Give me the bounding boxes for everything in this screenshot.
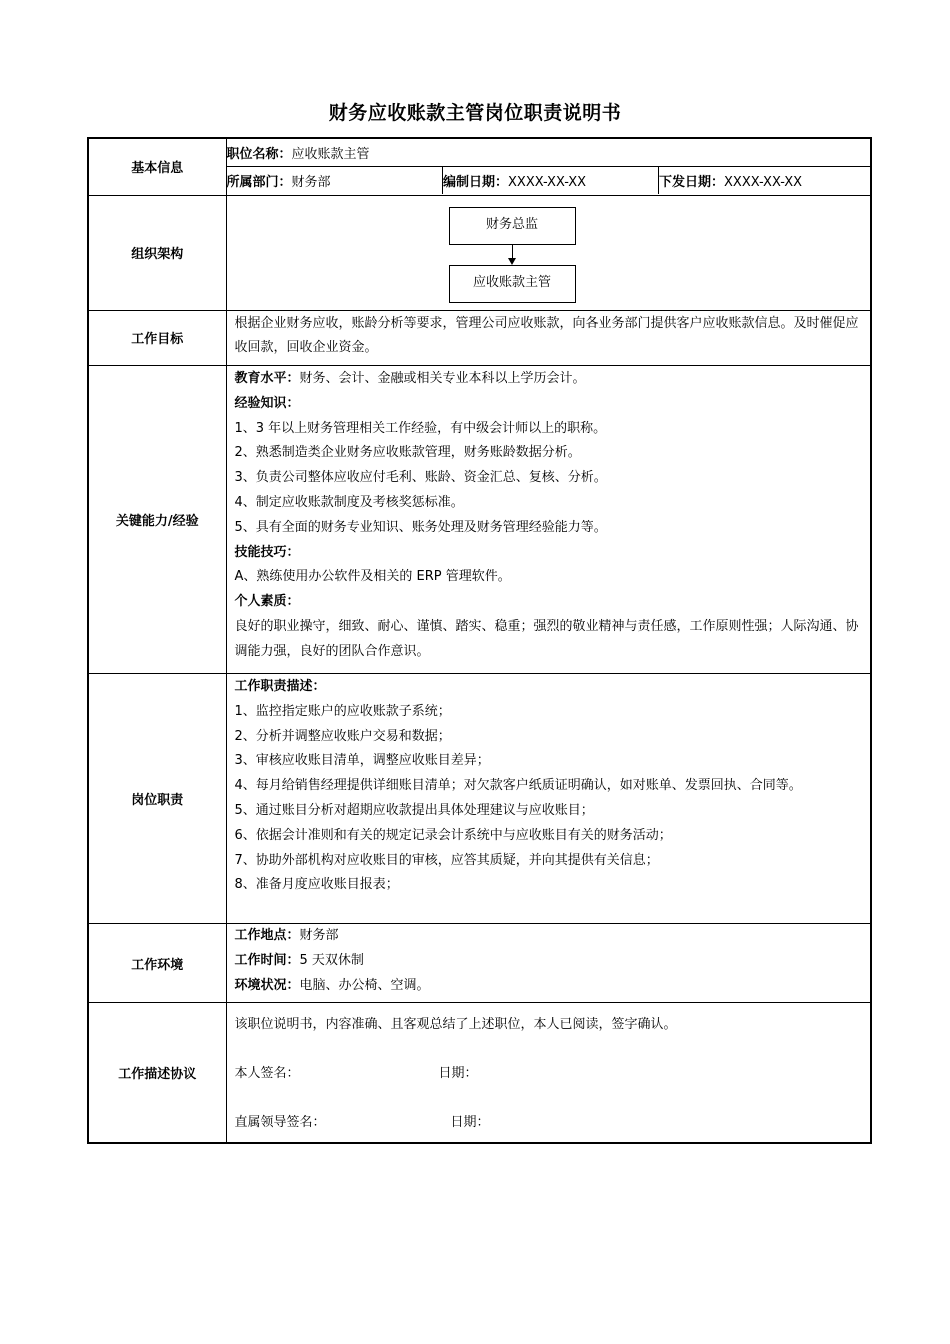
work-time-value: 5 天双休制 bbox=[299, 952, 364, 968]
experience-item: 3、负责公司整体应收应付毛利、账龄、资金汇总、复核、分析。 bbox=[234, 470, 607, 486]
work-goal-label: 工作目标 bbox=[88, 310, 226, 366]
org-structure-label: 组织架构 bbox=[88, 195, 226, 310]
duty-item: 3、审核应收账目清单，调整应收账目差异； bbox=[234, 753, 490, 769]
duty-item: 4、每月给销售经理提供详细账目清单；对欠款客户纸质证明确认，如对账单、发票回执、合同等。 bbox=[234, 778, 802, 794]
agreement-content bbox=[227, 1003, 871, 1139]
basic-info-grid bbox=[227, 139, 871, 194]
quality-label: 个人素质： bbox=[234, 594, 300, 610]
work-condition-value: 电脑、办公椅、空调。 bbox=[299, 977, 430, 993]
self-sign-date-label: 日期： bbox=[438, 1066, 478, 1082]
arrow-down-icon bbox=[508, 258, 516, 265]
issue-date-label: 下发日期： bbox=[659, 175, 725, 190]
experience-label: 经验知识： bbox=[234, 395, 300, 411]
education-label: 教育水平： bbox=[234, 371, 300, 387]
environment-content bbox=[227, 924, 871, 1002]
position-name-field bbox=[227, 139, 871, 167]
experience-item: 5、具有全面的财务专业知识、账务处理及财务管理经验能力等。 bbox=[234, 519, 607, 535]
org-box-ar-supervisor: 应收账款主管 bbox=[449, 265, 576, 303]
position-name-value: 应收账款主管 bbox=[291, 147, 370, 162]
department-value: 财务部 bbox=[291, 175, 331, 190]
skill-label: 技能技巧： bbox=[234, 544, 300, 560]
duty-item: 5、通过账目分析对超期应收款提出具体处理建议与应收账目； bbox=[234, 803, 594, 819]
page-title: 财务应收账款主管岗位职责说明书 bbox=[328, 102, 622, 124]
duty-label: 岗位职责 bbox=[88, 674, 226, 924]
org-connector-line bbox=[512, 245, 513, 259]
compile-date-value: XXXX-XX-XX bbox=[508, 175, 587, 190]
work-condition-line bbox=[235, 974, 863, 999]
environment-row bbox=[88, 924, 871, 1003]
agreement-text: 该职位说明书，内容准确、且客观总结了上述职位，本人已阅读，签字确认。 bbox=[234, 1017, 677, 1033]
key-ability-content bbox=[227, 366, 871, 669]
leader-sign-row bbox=[235, 1111, 863, 1135]
agreement-row bbox=[88, 1003, 871, 1143]
basic-info-row bbox=[88, 138, 871, 195]
key-ability-row bbox=[88, 366, 871, 674]
experience-item: 1、3 年以上财务管理相关工作经验，有中级会计师以上的职称。 bbox=[234, 420, 607, 436]
basic-info-label: 基本信息 bbox=[88, 138, 226, 195]
department-field bbox=[227, 167, 443, 195]
education-value: 财务、会计、金融或相关专业本科以上学历会计。 bbox=[299, 371, 586, 387]
experience-item: 4、制定应收账款制度及考核奖惩标准。 bbox=[234, 495, 464, 511]
self-sign-row bbox=[235, 1062, 863, 1086]
work-place-value: 财务部 bbox=[299, 928, 339, 944]
duty-content bbox=[227, 674, 871, 902]
duty-row bbox=[88, 674, 871, 924]
duty-item: 1、监控指定账户的应收账款子系统； bbox=[234, 703, 451, 719]
key-ability-label: 关键能力/经验 bbox=[88, 366, 226, 674]
issue-date-value: XXXX-XX-XX bbox=[724, 175, 803, 190]
work-condition-label: 环境状况： bbox=[234, 977, 300, 993]
duty-item: 6、依据会计准则和有关的规定记录会计系统中与应收账目有关的财务活动； bbox=[234, 827, 672, 843]
experience-item: 2、熟悉制造类企业财务应收账款管理，财务账龄数据分析。 bbox=[234, 445, 581, 461]
work-place-label: 工作地点： bbox=[234, 928, 300, 944]
job-description-table bbox=[87, 137, 872, 1144]
org-chart bbox=[227, 196, 871, 309]
quality-text: 良好的职业操守，细致、耐心、谨慎、踏实、稳重；强烈的敬业精神与责任感，工作原则性强；人际沟通、协调能力强，良好的团队合作意识。 bbox=[234, 619, 859, 659]
work-goal-row bbox=[88, 310, 871, 366]
org-structure-row bbox=[88, 195, 871, 310]
duty-item: 2、分析并调整应收账户交易和数据； bbox=[234, 728, 451, 744]
department-label: 所属部门： bbox=[226, 175, 292, 190]
duty-item: 7、协助外部机构对应收账目的审核，应答其质疑，并向其提供有关信息； bbox=[234, 852, 659, 868]
education-line bbox=[235, 367, 863, 392]
compile-date-field bbox=[443, 167, 659, 195]
self-sign-label: 本人签名： bbox=[234, 1066, 300, 1082]
work-goal-text: 根据企业财务应收，账龄分析等要求，管理公司应收账款，向各业务部门提供客户应收账款信息。及时催促应收回款，回收企业资金。 bbox=[234, 315, 859, 356]
org-box-finance-director: 财务总监 bbox=[449, 207, 576, 245]
compile-date-label: 编制日期： bbox=[443, 175, 509, 190]
work-time-label: 工作时间： bbox=[234, 952, 300, 968]
duty-item: 8、准备月度应收账目报表； bbox=[234, 877, 399, 893]
leader-sign-date-label: 日期： bbox=[450, 1115, 490, 1131]
skill-item: A、熟练使用办公软件及相关的 ERP 管理软件。 bbox=[234, 569, 511, 585]
leader-sign-label: 直属领导签名： bbox=[234, 1115, 326, 1131]
duty-desc-label: 工作职责描述： bbox=[234, 679, 326, 695]
issue-date-field bbox=[659, 167, 871, 195]
position-name-label: 职位名称： bbox=[226, 147, 292, 162]
environment-label: 工作环境 bbox=[88, 924, 226, 1003]
work-time-line bbox=[235, 949, 863, 974]
work-place-line bbox=[235, 924, 863, 949]
agreement-label: 工作描述协议 bbox=[88, 1003, 226, 1143]
